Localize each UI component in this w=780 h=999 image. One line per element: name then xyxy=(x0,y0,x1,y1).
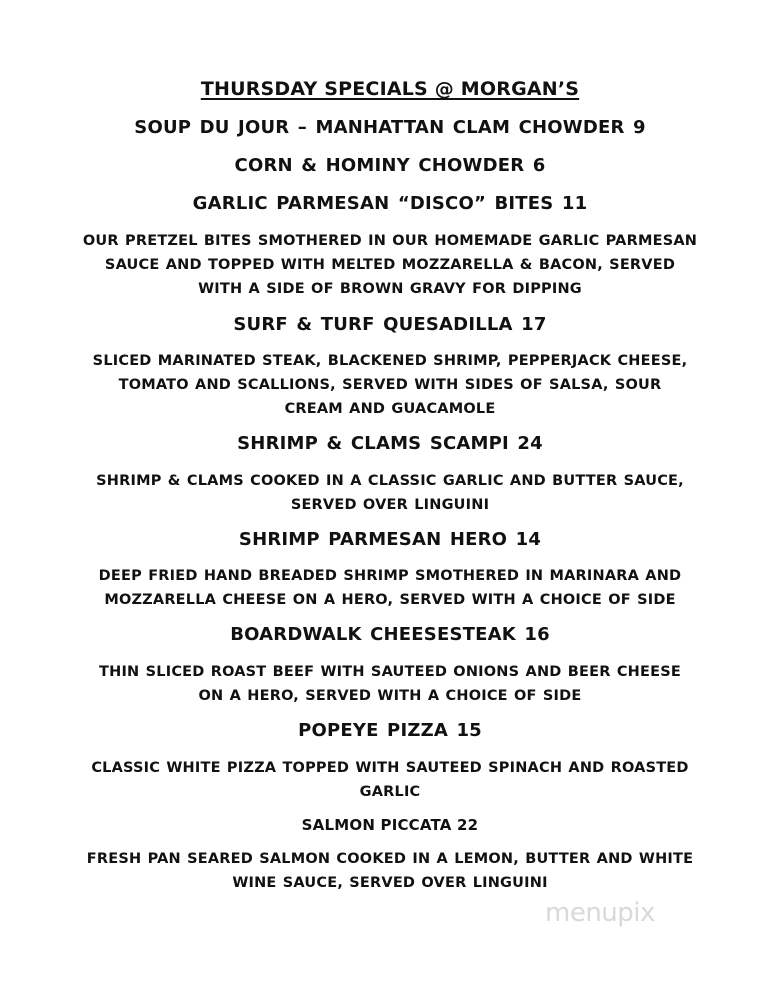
menu-item-popeye-pizza: POPEYE PIZZA 15 xyxy=(298,720,482,741)
menu-item-soup: SOUP DU JOUR – MANHATTAN CLAM CHOWDER 9 xyxy=(134,117,646,138)
menu-item-shrimp-hero: SHRIMP PARMESAN HERO 14 xyxy=(238,529,542,550)
menu-item-desc-line: WINE SAUCE, SERVED OVER LINGUINI xyxy=(232,875,548,891)
menu-item-desc-line: ON A HERO, SERVED WITH A CHOICE OF SIDE xyxy=(198,688,582,704)
menu-item-desc-line: SHRIMP & CLAMS COOKED IN A CLASSIC GARLIC AND BUTTER SAUCE, xyxy=(96,473,684,489)
menu-item-disco-bites: GARLIC PARMESAN “DISCO” BITES 11 xyxy=(192,193,588,214)
menu-item-salmon-piccata: SALMON PICCATA 22 xyxy=(301,816,479,834)
menu-item-desc-line: THIN SLICED ROAST BEEF WITH SAUTEED ONIONS AND BEER CHEESE xyxy=(99,664,681,680)
menu-title: THURSDAY SPECIALS @ MORGAN’S xyxy=(200,78,580,100)
menu-item-desc-line: CREAM AND GUACAMOLE xyxy=(284,401,496,417)
menu-item-desc-line: TOMATO AND SCALLIONS, SERVED WITH SIDES OF SALSA, SOUR xyxy=(118,377,662,393)
menu-item-corn-chowder: CORN & HOMINY CHOWDER 6 xyxy=(234,155,546,176)
menu-item-desc-line: SLICED MARINATED STEAK, BLACKENED SHRIMP, PEPPERJACK CHEESE, xyxy=(92,353,688,369)
menu-item-scampi: SHRIMP & CLAMS SCAMPI 24 xyxy=(237,433,543,454)
menupix-watermark: menupix xyxy=(545,898,655,928)
menu-item-desc-line: DEEP FRIED HAND BREADED SHRIMP SMOTHERED IN MARINARA AND xyxy=(98,568,682,584)
menu-item-desc-line: GARLIC xyxy=(359,784,421,800)
menu-item-desc-line: SERVED OVER LINGUINI xyxy=(290,497,490,513)
menu-item-desc-line: SAUCE AND TOPPED WITH MELTED MOZZARELLA & BACON, SERVED xyxy=(104,257,676,273)
menu-item-desc-line: CLASSIC WHITE PIZZA TOPPED WITH SAUTEED SPINACH AND ROASTED xyxy=(91,760,689,776)
menu-item-quesadilla: SURF & TURF QUESADILLA 17 xyxy=(233,314,547,335)
menu-item-desc-line: WITH A SIDE OF BROWN GRAVY FOR DIPPING xyxy=(198,281,582,297)
menu-item-desc-line: OUR PRETZEL BITES SMOTHERED IN OUR HOMEMADE GARLIC PARMESAN xyxy=(82,233,698,249)
menu-item-desc-line: FRESH PAN SEARED SALMON COOKED IN A LEMON, BUTTER AND WHITE xyxy=(86,851,694,867)
menu-item-desc-line: MOZZARELLA CHEESE ON A HERO, SERVED WITH A CHOICE OF SIDE xyxy=(104,592,676,608)
menu-item-cheesesteak: BOARDWALK CHEESESTEAK 16 xyxy=(230,624,550,645)
